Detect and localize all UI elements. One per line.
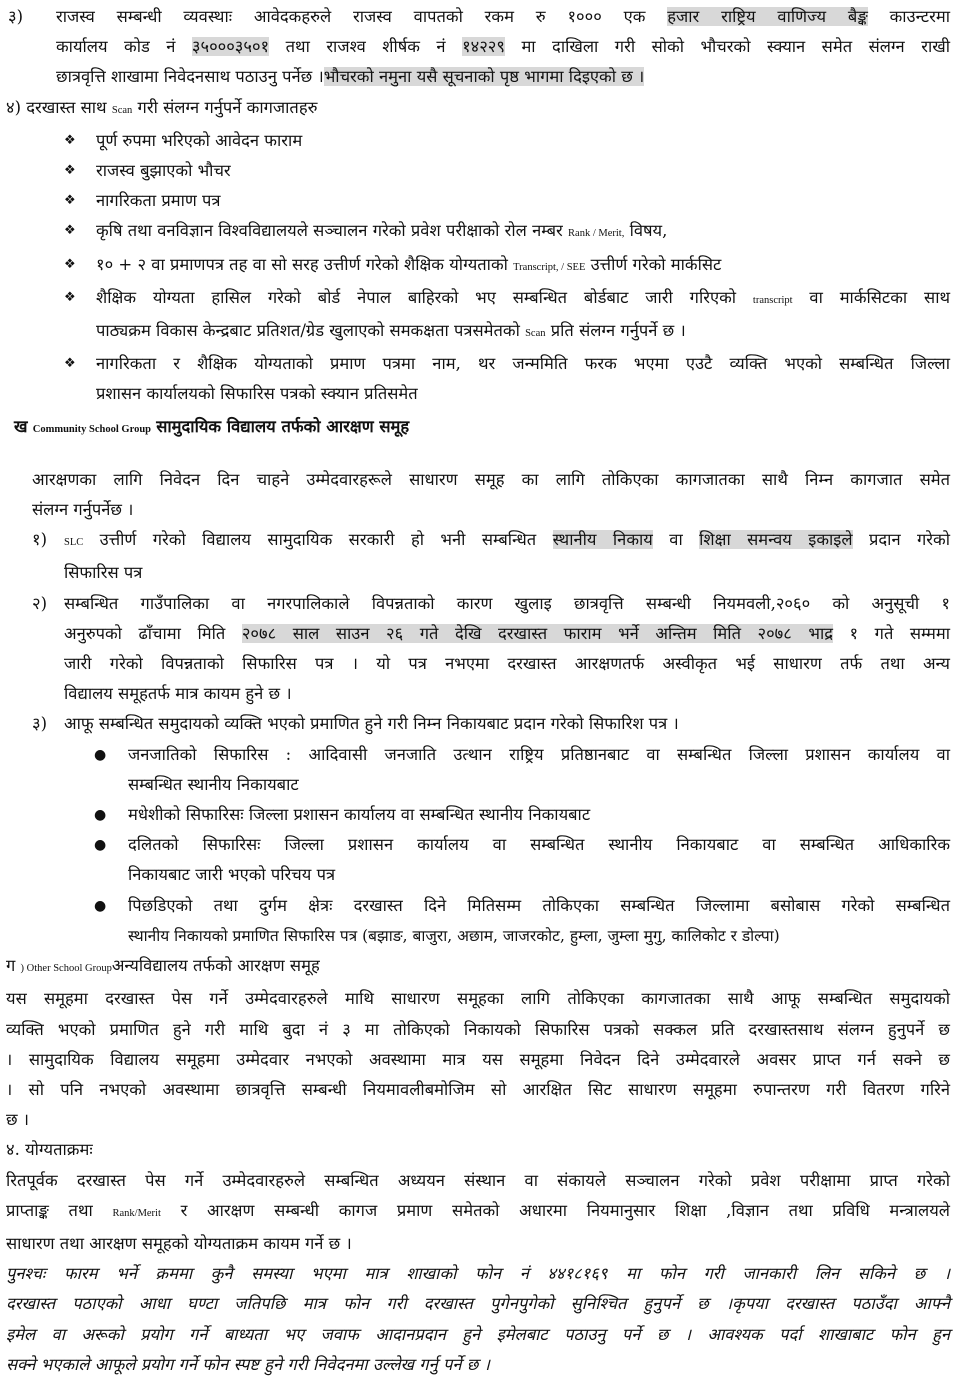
english-text: Rank / Merit,	[568, 228, 625, 240]
text-line: दरखास्त पठाएको आधा घण्टा जतिपछि मात्र फोन गरी दरखास्त पुगेनपुगेको सुनिश्चित हुनुपर्ने छ ।कृपया दरखास्त पठाउँदा आफ्नै	[6, 1294, 950, 1314]
text-line	[96, 316, 950, 349]
community-item-3	[6, 709, 950, 739]
text: उत्तीर्ण गरेको मार्कसिट	[585, 254, 722, 274]
text-line: सम्बन्धित स्थानीय निकायबाट	[128, 774, 299, 794]
text: कृषि तथा वनविज्ञान विश्वविद्यालयले सञ्चालन गरेको प्रवेश परीक्षाको रोल नम्बर	[96, 221, 569, 241]
section-title: सामुदायिक विद्यालय तर्फको आरक्षण समूह	[156, 416, 410, 436]
text: विषय,	[624, 221, 668, 241]
notice-page	[6, 2, 950, 1380]
community-item-2	[6, 589, 950, 710]
text: अनुरुपको ढाँचामा मिति	[64, 623, 242, 643]
text: १ गते सम्ममा	[833, 623, 951, 643]
diamond-bullet-icon: ❖	[64, 193, 76, 209]
text: १० + २ वा प्रमाणपत्र तह वा सो सरह उत्तीर्ण गरेको शैक्षिक योग्यताको	[96, 254, 514, 274]
text-line: नागरिकता र शैक्षिक योग्यताको प्रमाण पत्रमा नाम, थर जन्ममिति फरक भएमा एउटै व्यक्ति भएको सम्बन्धित जिल्ला	[96, 354, 950, 374]
list-item	[6, 740, 950, 800]
text-line: यस समूहमा दरखास्त पेस गर्ने उम्मेदवारहरुले माथि साधारण समूहका लागि तोकिएका कागजातका साथै आफू सम्बन्धित समुदायको	[6, 989, 950, 1009]
text-line: जारी गरेको विपन्नताको सिफारिस पत्र । यो पत्र नभएमा दरखास्त आरक्षणतर्फ अस्वीकृत भई साधारण तर्फ तथा अन्य	[64, 654, 950, 674]
text: पूर्ण रुपमा भरिएको आवेदन फाराम	[96, 130, 303, 150]
text-line: इमेल वा अरूको प्रयोग गर्ने बाध्यता भए जवाफ आदानप्रदान हुने इमेलबाट पठाउनु पर्ने छ । आवश्यक पर्दा शाखाबाट फोन हुन	[6, 1324, 950, 1344]
text-line: छ ।	[6, 1110, 30, 1130]
highlighted-text: भौचरको नमुना यसै सूचनाको पृष्ठ भागमा दिइएको छ ।	[323, 67, 645, 87]
bullet-icon: ●	[94, 746, 107, 763]
section-letter: ग	[6, 956, 16, 976]
text: गरी संलग्न गर्नुपर्ने कागजातहरु	[132, 97, 318, 117]
text-line	[96, 283, 950, 316]
text-line: जनजातिको सिफारिस : आदिवासी जनजाति उत्थान राष्ट्रिय प्रतिष्ठानबाट वा सम्बन्धित जिल्ला प्रशासन कार्यालय वा	[128, 744, 950, 764]
documents-list	[6, 126, 950, 410]
diamond-bullet-icon: ❖	[64, 289, 76, 305]
text-line: निकायबाट जारी भएको परिचय पत्र	[128, 865, 336, 885]
text-line: । सो पनि नभएको अवस्थामा छात्रवृत्ति सम्बन्धी नियमावलीबमोजिम सो आरक्षित सिट साधारण समूहमा रुपान्तरण गरी वितरण गरिने	[6, 1079, 950, 1099]
documents-heading	[6, 93, 950, 126]
text: पाठ्यक्रम विकास केन्द्रबाट प्रतिशत/ग्रेड खुलाएको समकक्षता पत्रसमेतको	[96, 321, 526, 341]
text-line: स्थानीय निकायको प्रमाणित सिफारिस पत्र (बझाङ, बाजुरा, अछाम, जाजरकोट, हुम्ला, जुम्ला मुगु, कालिकोट र डोल्पा)	[128, 926, 780, 945]
diamond-bullet-icon: ❖	[64, 256, 76, 272]
text-line	[6, 1196, 950, 1229]
other-group-heading	[6, 951, 950, 984]
text: प्रति संलग्न गर्नुपर्ने छ ।	[545, 321, 686, 341]
revenue-head-number: १४२२९	[462, 37, 505, 57]
point-number: २)	[32, 593, 48, 613]
point-number: ३)	[8, 7, 24, 26]
section-letter: ख	[14, 416, 28, 436]
list-item	[6, 156, 950, 186]
recommendation-list	[6, 740, 950, 951]
text-line: पिछडिएको तथा दुर्गम क्षेत्रः दरखास्त दिने मितिसम्म तोकिएका सम्बन्धित जिल्लामा बसोबास गरेको सम्बन्धित	[128, 895, 950, 915]
english-text: Scan	[525, 328, 546, 340]
highlighted-text: स्थानीय निकाय	[552, 530, 653, 550]
list-item	[6, 216, 950, 249]
text-line: प्रशासन कार्यालयको सिफारिस पत्रको स्क्यान प्रतिसमेत	[96, 384, 418, 404]
text-line: सिफारिस पत्र	[64, 563, 143, 583]
text: तथा राजश्व शीर्षक नं	[269, 37, 463, 57]
text: वा	[652, 530, 700, 550]
list-item	[6, 891, 950, 951]
text: छात्रवृत्ति शाखामा निवेदनसाथ पठाउनु पर्नेछ ।	[56, 67, 324, 87]
text-line: आरक्षणका लागि निवेदन दिन चाहने उम्मेदवारहरूले साधारण समूह का लागि तोकिएका कागजातका साथै निम्न कागजात समेत	[32, 469, 950, 489]
section-title: अन्यविद्यालय तर्फको आरक्षण समूह	[111, 956, 320, 976]
text: दरखास्त साथ	[26, 97, 112, 117]
revenue-section	[6, 2, 950, 93]
text-line: विद्यालय समूहतर्फ मात्र कायम हुने छ ।	[64, 684, 292, 704]
english-text: Community School Group	[32, 423, 151, 435]
bullet-icon: ●	[94, 837, 107, 854]
text-line: संलग्न गर्नुपर्नेछ ।	[32, 500, 134, 520]
text: काउन्टरमा	[867, 7, 950, 26]
text: प्रदान गरेको	[852, 530, 950, 550]
bullet-icon: ●	[94, 807, 107, 824]
text: मा दाखिला गरी सोको भौचरको स्क्यान समेत संलग्न राखी	[504, 37, 950, 57]
text-line: सक्ने भएकाले आफूले प्रयोग गर्ने फोन स्पष्ट हुने गरी निवेदनमा उल्लेख गर्नु पर्ने छ ।	[6, 1354, 490, 1374]
text: आफू सम्बन्धित समुदायको व्यक्ति भएको प्रमाणित हुने गरी निम्न निकायबाट प्रदान गरेको सिफारिश पत्र ।	[64, 714, 679, 734]
text: मधेशीको सिफारिसः जिल्ला प्रशासन कार्यालय वा सम्बन्धित स्थानीय निकायबाट	[128, 805, 591, 825]
list-item	[6, 830, 950, 890]
community-item-1	[6, 525, 950, 588]
text-line: रितपूर्वक दरखास्त पेस गर्ने उम्मेदवारहरुले सम्बन्धित अध्ययन संस्थान वा संकायले सञ्चालन गरेको प्रवेश परीक्षामा प्राप्त गरेको	[6, 1170, 950, 1190]
list-item	[6, 186, 950, 216]
english-text: ) Other School Group	[20, 963, 112, 975]
text-line: । सामुदायिक विद्यालय समूहमा उम्मेदवार नभएको अवस्थामा मात्र यस समूहमा निवेदन दिने उम्मेदवारले अवसर प्राप्त गर्न सक्ने छ	[6, 1049, 950, 1069]
diamond-bullet-icon: ❖	[64, 132, 76, 148]
text-line	[56, 62, 950, 92]
text-line	[56, 2, 950, 32]
merit-heading: ४. योग्यताक्रमः	[6, 1140, 93, 1160]
highlighted-date-range: २०७८ साल साउन २६ गते देखि दरखास्त फाराम भर्ने अन्तिम मिति २०७८ भाद्र	[241, 623, 834, 643]
point-number: १)	[32, 530, 48, 550]
english-text: transcript	[752, 294, 793, 306]
point-number: ४)	[6, 97, 22, 117]
point-number: ३)	[32, 714, 48, 734]
english-text: SLC	[64, 537, 84, 549]
text: उत्तीर्ण गरेको विद्यालय सामुदायिक सरकारी हो भनी सम्बन्धित	[83, 530, 553, 550]
text: वा मार्कसिटका साथ	[792, 287, 951, 307]
community-intro	[6, 465, 950, 525]
list-item	[6, 250, 950, 283]
text: कार्यालय कोड नं	[56, 37, 192, 57]
community-group-heading	[6, 412, 950, 445]
merit-text	[6, 1166, 950, 1260]
list-item	[6, 800, 950, 830]
text: राजस्व बुझाएको भौचर	[96, 161, 231, 181]
text-line: दलितको सिफारिसः जिल्ला प्रशासन कार्यालय वा सम्बन्धित स्थानीय निकायबाट वा सम्बन्धित आधिकारिक	[128, 835, 950, 855]
text: नागरिकता प्रमाण पत्र	[96, 191, 221, 211]
highlighted-text: शिक्षा समन्वय इकाइले	[699, 530, 853, 550]
text: प्राप्ताङ्क तथा	[6, 1200, 113, 1220]
english-text: Scan	[111, 104, 133, 116]
text-line: पुनश्चः फारम भर्ने क्रममा कुनै समस्या भएमा मात्र शाखाको फोन नं ४४१८१६९ मा फोन गरी जानकारी लिन सकिने छ ।	[6, 1264, 950, 1284]
other-group-text	[6, 984, 950, 1135]
diamond-bullet-icon: ❖	[64, 223, 76, 239]
text-line: सम्बन्धित गाउँपालिका वा नगरपालिकाले विपन्नताको कारण खुलाइ छात्रवृत्ति सम्बन्धी नियमवली,२०६० को अनुसूची १	[64, 593, 950, 613]
list-item	[6, 283, 950, 349]
bullet-icon: ●	[94, 897, 107, 914]
revenue-text	[56, 2, 950, 93]
text: शैक्षिक योग्यता हासिल गरेको बोर्ड नेपाल बाहिरको भए सम्बन्धित बोर्डबाट जारी गरिएको	[96, 287, 753, 307]
english-text: Transcript, / SEE	[513, 261, 586, 273]
postscript	[6, 1259, 950, 1380]
diamond-bullet-icon: ❖	[64, 163, 76, 179]
list-item	[6, 126, 950, 156]
text-line: व्यक्ति भएको प्रमाणित हुने गरी माथि बुदा नं ३ मा तोकिएको निकायको सिफारिस पत्रको सक्कल प्रति दरखास्तसाथ संलग्न हुनुपर्ने छ	[6, 1019, 950, 1039]
diamond-bullet-icon: ❖	[64, 356, 76, 372]
english-text: Rank/Merit	[112, 1207, 161, 1219]
text-line: साधारण तथा आरक्षण समूहको योग्यताक्रम कायम गर्ने छ ।	[6, 1233, 352, 1253]
office-code: ३५०००३५०१	[191, 37, 270, 57]
list-item	[6, 349, 950, 409]
text-line	[64, 619, 950, 649]
highlighted-text: हजार राष्ट्रिय वाणिज्य बैङ्क	[667, 7, 868, 26]
text: र आरक्षण सम्बन्धी कागज प्रमाण समेतको अधारमा नियमानुसार शिक्षा ,विज्ञान तथा प्रविधि मन्त्रालयले	[160, 1200, 950, 1220]
text-line	[64, 525, 950, 558]
text-line	[56, 32, 950, 62]
text: राजस्व सम्बन्धी व्यवस्थाः आवेदकहरुले राजस्व वापतको रकम रु १००० एक	[56, 7, 668, 26]
